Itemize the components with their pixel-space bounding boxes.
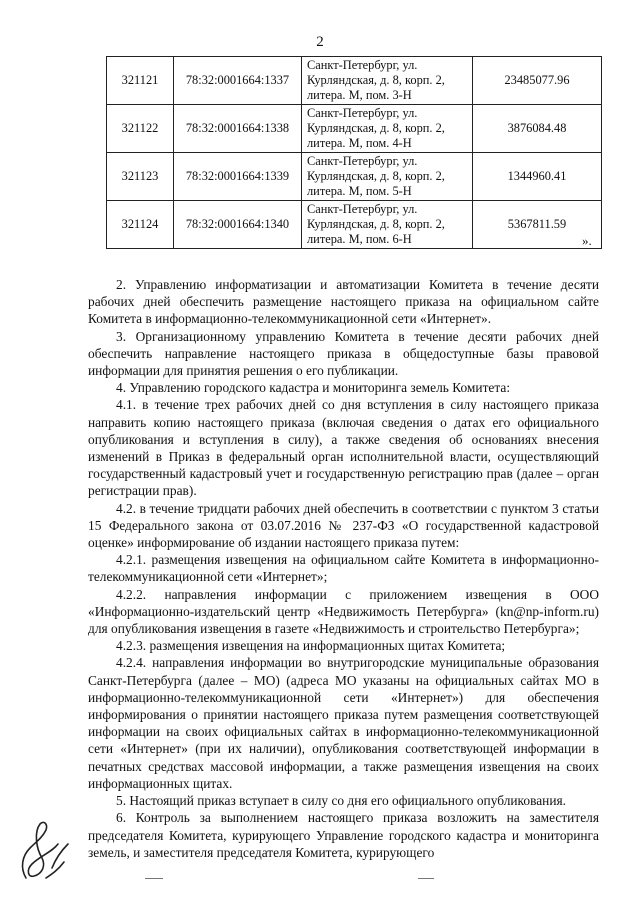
row-id: 321122 — [107, 105, 174, 153]
cadastral-number: 78:32:0001664:1340 — [174, 201, 302, 249]
address-line: Курляндская, д. 8, корп. 2, — [307, 120, 445, 135]
document-body — [88, 276, 599, 861]
cadastral-number: 78:32:0001664:1339 — [174, 153, 302, 201]
paragraph: 2. Управлению информатизации и автоматизации Комитета в течение десяти рабочих дней обеспечить размещение настоящего приказа на официальном сайте Комитета в информационно-телекоммуникационной сети «Интернет». — [88, 277, 599, 327]
paragraph: 5. Настоящий приказ вступает в силу со дня его официального опубликования. — [116, 793, 566, 809]
paragraph: 4.2.3. размещения извещения на информационных щитах Комитета; — [116, 638, 506, 654]
address-line: литера. М, пом. 5-Н — [307, 184, 412, 199]
paragraph: 4. Управлению городского кадастра и мониторинга земель Комитета: — [116, 380, 511, 396]
paragraph: 4.1. в течение трех рабочих дней со дня вступления в силу настоящего приказа направить копию настоящего приказа (включая сведения о датах его официального опубликования и вступления в силу), а также сведения об основаниях внесения изменений в Приказ в федеральный орган исполнительной власти, осуществляющий государственный кадастровый учет и государственную регистрацию прав (далее – орган регистрации прав). — [88, 397, 599, 499]
paragraph: 4.2.4. направления информации во внутригородские муниципальные образования Санкт-Петербурга (далее – МО) (адреса МО указаны на официальных сайтах МО в информационно-телекоммуникационной сети «Интернет») для обеспечения информирования о принятии настоящего приказа путем размещения соответствующей информации на своих официальных сайтах в информационно-телекоммуникационной сети «Интернет» (при их наличии), опубликования соответствующей информации в печатных средствах массовой информации, а также размещения извещения на своих информационных щитах. — [88, 655, 599, 791]
signature-initials — [12, 808, 74, 888]
address — [302, 153, 473, 201]
address-line: Санкт-Петербург, ул. — [307, 201, 418, 216]
page-number: 2 — [316, 34, 324, 50]
scan-mark — [418, 878, 434, 879]
cadastral-number: 78:32:0001664:1338 — [174, 105, 302, 153]
address-line: литера. М, пом. 4-Н — [307, 136, 412, 151]
address-line: Санкт-Петербург, ул. — [307, 105, 418, 120]
cadastral-value: 5367811.59 — [473, 201, 602, 249]
address — [302, 57, 473, 105]
address-line: литера. М, пом. 3-Н — [307, 88, 412, 103]
address — [302, 105, 473, 153]
row-id: 321124 — [107, 201, 174, 249]
address — [302, 201, 473, 249]
table-row — [107, 57, 602, 105]
paragraph: 4.2. в течение тридцати рабочих дней обеспечить в соответствии с пунктом 3 статьи 15 Федерального закона от 03.07.2016 № 237-ФЗ «О государственной кадастровой оценке» информирование об издании настоящего приказа путем: — [88, 500, 599, 551]
cadastral-value: 3876084.48 — [473, 105, 602, 153]
address-line: Курляндская, д. 8, корп. 2, — [307, 72, 445, 87]
table-row — [107, 105, 602, 153]
paragraph: 4.2.1. размещения извещения на официальном сайте Комитета в информационно-телекоммуникационной сети «Интернет»; — [88, 552, 599, 585]
address-line: литера. М, пом. 6-Н — [307, 232, 412, 247]
closing-quote: ». — [582, 233, 592, 248]
property-table — [106, 56, 602, 249]
address-line: Курляндская, д. 8, корп. 2, — [307, 216, 445, 231]
table-row — [107, 153, 602, 201]
cadastral-number: 78:32:0001664:1337 — [174, 57, 302, 105]
address-line: Санкт-Петербург, ул. — [307, 153, 418, 168]
table-row — [107, 201, 602, 249]
address-line: Санкт-Петербург, ул. — [307, 57, 418, 72]
paragraph: 3. Организационному управлению Комитета в течение десяти рабочих дней обеспечить направление настоящего приказа в общедоступные базы правовой информации для принятия решения о его публикации. — [88, 328, 599, 379]
cadastral-value: 1344960.41 — [473, 153, 602, 201]
scan-mark — [145, 878, 163, 879]
paragraph: 4.2.2. направления информации с приложением извещения в ООО «Информационно-издательский центр «Недвижимость Петербурга» (kn@np-inform.ru) для опубликования извещения в газете «Недвижимость и строительство Петербурга»; — [88, 586, 599, 637]
row-id: 321121 — [107, 57, 174, 105]
paragraph: 6. Контроль за выполнением настоящего приказа возложить на заместителя председателя Комитета, курирующего Управление городского кадастра и мониторинга земель, и заместителя председателя Комитета, курирующего — [88, 810, 599, 860]
address-line: Курляндская, д. 8, корп. 2, — [307, 168, 445, 183]
cadastral-value: 23485077.96 — [473, 57, 602, 105]
row-id: 321123 — [107, 153, 174, 201]
